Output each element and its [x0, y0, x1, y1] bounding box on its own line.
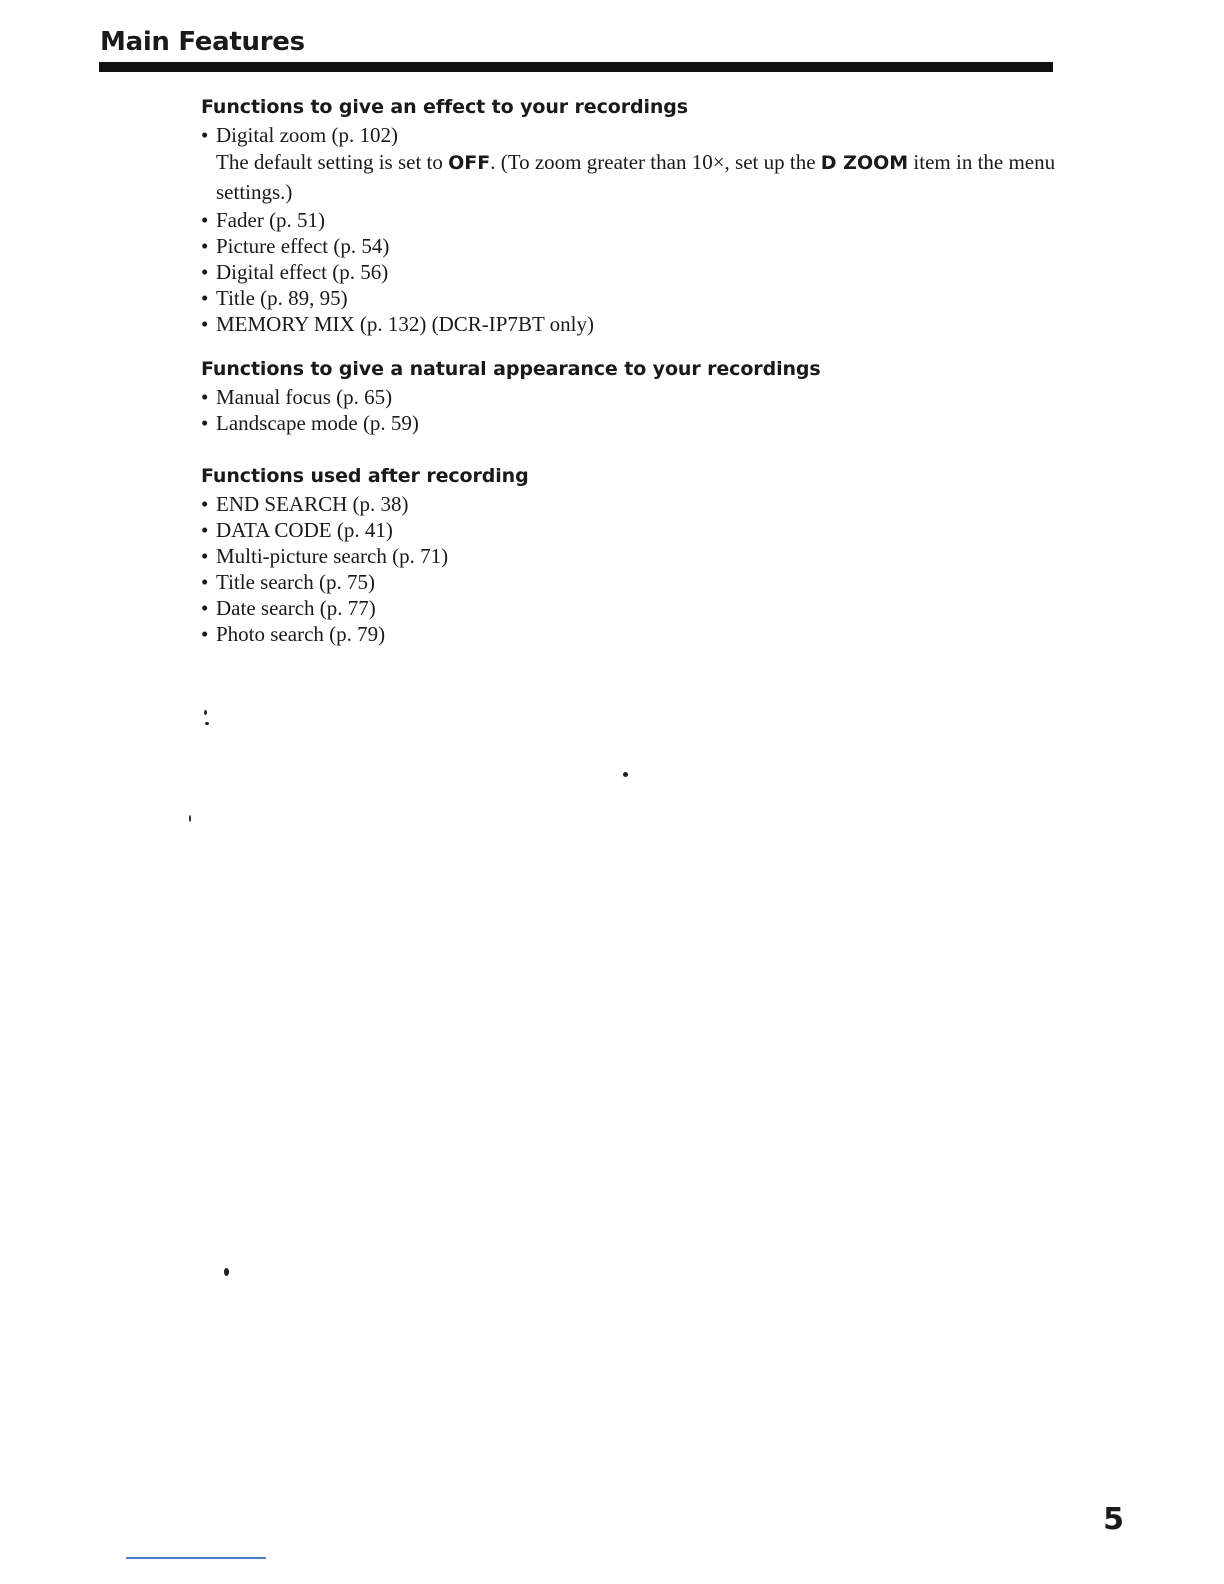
note-bold-off: OFF [448, 152, 491, 174]
list-item-label: Digital zoom (p. 102) [216, 123, 398, 147]
bullet-icon: • [201, 286, 209, 310]
feature-list [201, 207, 1081, 337]
zoom-note [201, 148, 1056, 207]
bullet-icon: • [201, 411, 209, 435]
list-item [201, 384, 1081, 410]
footer-rule [126, 1557, 266, 1559]
list-item-label: Date search (p. 77) [216, 596, 376, 620]
bullet-icon: • [201, 123, 209, 147]
list-item [201, 595, 1081, 621]
title-rule [99, 62, 1053, 72]
list-item-label: MEMORY MIX (p. 132) (DCR-IP7BT only) [216, 312, 595, 336]
note-text: item in the menu settings.) [216, 150, 1056, 204]
list-item [201, 259, 1081, 285]
feature-list [201, 491, 1081, 647]
scan-speck [224, 1268, 229, 1276]
section-natural-appearance [201, 356, 1081, 436]
list-item-label: Digital effect (p. 56) [216, 260, 389, 284]
list-item-label: Multi-picture search (p. 71) [216, 544, 449, 568]
note-text: The default setting is set to [216, 150, 449, 174]
list-item [201, 311, 1081, 337]
feature-list [201, 122, 1081, 148]
list-item-label: Fader (p. 51) [216, 208, 326, 232]
page-number: 5 [1103, 1502, 1124, 1537]
bullet-icon: • [201, 385, 209, 409]
bullet-icon: • [201, 312, 209, 336]
list-item-label: Manual focus (p. 65) [216, 385, 393, 409]
list-item-label: Photo search (p. 79) [216, 622, 386, 646]
note-bold-dzoom: D ZOOM [820, 152, 909, 174]
bullet-icon: • [201, 492, 209, 516]
bullet-icon: • [201, 622, 209, 646]
bullet-icon: • [201, 208, 209, 232]
scan-speck [623, 772, 628, 777]
list-item [201, 122, 1081, 148]
list-item [201, 543, 1081, 569]
section-heading: Functions to give a natural appearance to your recordings [201, 358, 821, 380]
feature-list [201, 384, 1081, 436]
list-item-label: Picture effect (p. 54) [216, 234, 390, 258]
list-item [201, 569, 1081, 595]
list-item-label: Title search (p. 75) [216, 570, 376, 594]
bullet-icon: • [201, 544, 209, 568]
bullet-icon: • [201, 234, 209, 258]
list-item-label: END SEARCH (p. 38) [216, 492, 409, 516]
list-item-label: Title (p. 89, 95) [216, 286, 348, 310]
bullet-icon: • [201, 518, 209, 542]
section-effect-functions [201, 94, 1081, 337]
list-item-label: Landscape mode (p. 59) [216, 411, 419, 435]
list-item [201, 233, 1081, 259]
list-item [201, 517, 1081, 543]
list-item [201, 207, 1081, 233]
section-heading: Functions to give an effect to your recordings [201, 96, 689, 118]
bullet-icon: • [201, 596, 209, 620]
list-item-label: DATA CODE (p. 41) [216, 518, 393, 542]
scan-speck [205, 722, 209, 725]
list-item [201, 285, 1081, 311]
section-after-recording [201, 463, 1081, 647]
list-item [201, 410, 1081, 436]
section-heading: Functions used after recording [201, 465, 529, 487]
bullet-icon: • [201, 570, 209, 594]
list-item [201, 491, 1081, 517]
bullet-icon: • [201, 260, 209, 284]
scan-speck [204, 710, 207, 715]
page-title: Main Features [100, 27, 305, 57]
scan-speck [189, 815, 191, 822]
list-item [201, 621, 1081, 647]
note-text: . (To zoom greater than 10×, set up the [490, 150, 821, 174]
